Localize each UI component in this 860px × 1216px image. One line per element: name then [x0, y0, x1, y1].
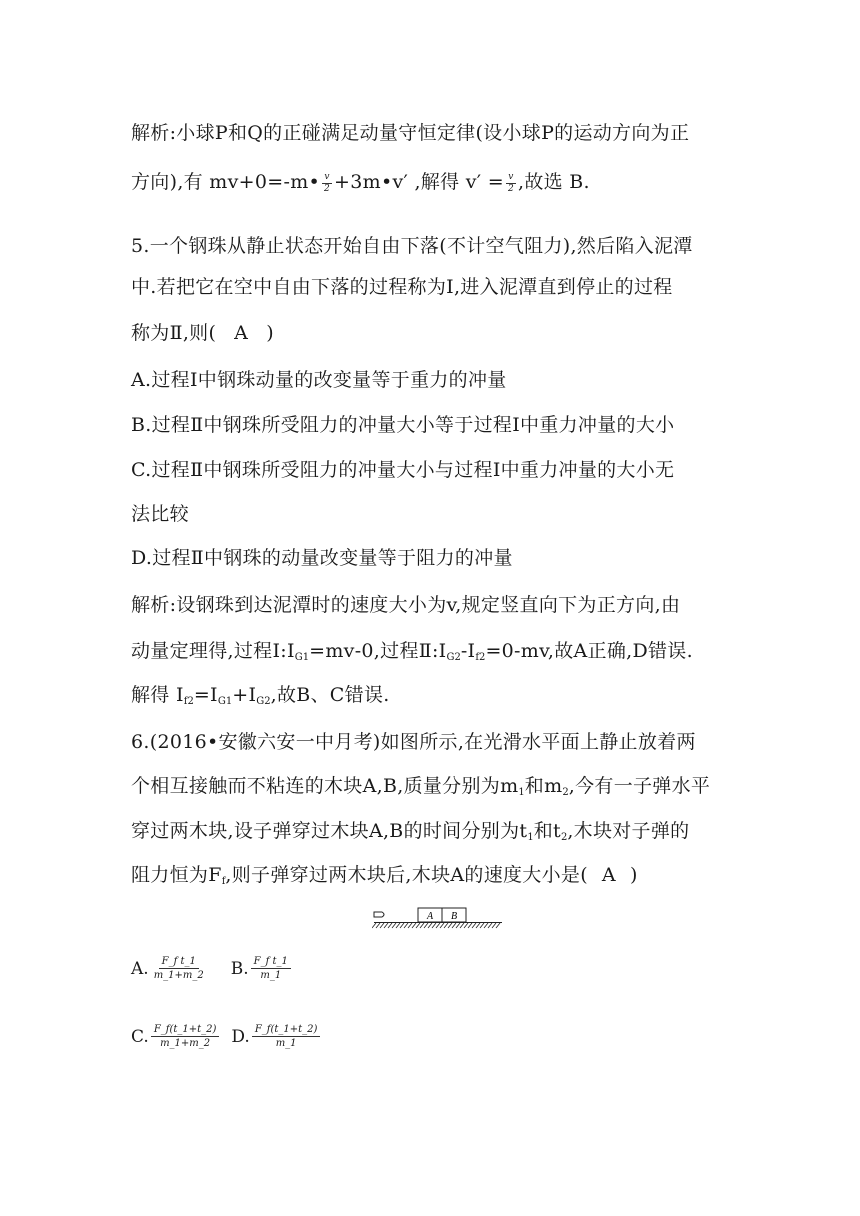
subscript: G1 [294, 652, 310, 663]
block-b-label: B [450, 911, 458, 922]
hatch-mark [388, 923, 392, 928]
denominator: m_1+m_2 [153, 970, 204, 981]
hatch-mark [484, 923, 488, 928]
line-text: B.过程Ⅱ中钢珠所受阻力的冲量大小等于过程Ⅰ中重力冲量的大小 [131, 414, 675, 436]
hatch-mark [404, 923, 408, 928]
text-line [131, 590, 680, 617]
hatch-mark [436, 923, 440, 928]
options-row [131, 955, 291, 982]
line-text: =0-mv,故A正确,D错误. [485, 640, 693, 662]
line-text: 解析:设钢珠到达泥潭时的速度大小为v,规定竖直向下为正方向,由 [131, 594, 681, 616]
text-line [131, 272, 673, 299]
hatch-mark [488, 923, 492, 928]
line-text: +3m•v′ ,解得 v′ = [334, 171, 504, 193]
line-text: -I [460, 640, 476, 662]
denominator: 2 [507, 183, 514, 194]
text-line [131, 365, 507, 392]
line-text: 和m [524, 775, 563, 797]
option-d [231, 1023, 320, 1050]
hatch-mark [448, 923, 452, 928]
text-line [131, 499, 189, 526]
hatch-mark [492, 923, 496, 928]
text-line [131, 455, 674, 482]
numerator: F_f t_1 [251, 955, 291, 969]
line-text: A.过程Ⅰ中钢珠动量的改变量等于重力的冲量 [131, 369, 507, 391]
hatch-mark [408, 923, 412, 928]
hatch-mark [440, 923, 444, 928]
bullet-blocks-figure [372, 902, 504, 930]
text-line [131, 543, 513, 570]
option-fraction [151, 955, 207, 982]
option-label: A. [131, 958, 149, 979]
hatch-mark [424, 923, 428, 928]
hatch-mark [400, 923, 404, 928]
line-text: 动量定理得,过程Ⅰ:I [131, 640, 295, 662]
text-line [131, 771, 710, 798]
fraction [506, 172, 516, 195]
line-text: D.过程Ⅱ中钢珠的动量改变量等于阻力的冲量 [131, 547, 513, 569]
option-label: C. [131, 1026, 149, 1047]
hatch-mark [428, 923, 432, 928]
subscript: G2 [256, 696, 271, 707]
line-text: =I [193, 684, 218, 706]
line-text: 解得 I [131, 684, 184, 706]
line-text: 中.若把它在空中自由下落的过程称为Ⅰ,进入泥潭直到停止的过程 [131, 276, 673, 298]
hatch-mark [384, 923, 388, 928]
line-text: ,今有一子弹水平 [568, 775, 711, 797]
line-text: =mv-0,过程Ⅱ:I [309, 640, 447, 662]
line-text: 5.一个钢珠从静止状态开始自由下落(不计空气阻力),然后陷入泥潭 [131, 235, 693, 257]
numerator: v [324, 171, 330, 182]
option-c [131, 1023, 219, 1050]
text-line [131, 318, 274, 345]
denominator: m_1 [260, 970, 282, 981]
fraction [322, 172, 332, 195]
line-text: ,木块对子弹的 [567, 820, 690, 842]
numerator: F_f(t_1+t_2) [151, 1023, 220, 1037]
hatch-mark [444, 923, 448, 928]
hatch-mark [396, 923, 400, 928]
subscript: 1 [527, 832, 534, 843]
text-line [131, 860, 638, 887]
numerator: F_f t_1 [159, 955, 199, 969]
subscript: 1 [518, 787, 525, 798]
numerator: v [508, 171, 514, 182]
line-text: ,故B、C错误. [270, 684, 390, 706]
line-text: 和t [533, 820, 561, 842]
answer-text: A [601, 864, 616, 886]
line-text: 阻力恒为F [131, 864, 222, 886]
option-fraction [251, 955, 291, 982]
text-line [131, 816, 689, 843]
hatch-mark [416, 923, 420, 928]
line-text: ,故选 B. [517, 171, 590, 193]
option-b [231, 955, 291, 982]
subscript: 2 [562, 787, 569, 798]
option-fraction [252, 1023, 321, 1050]
hatch-mark [464, 923, 468, 928]
subscript: f2 [183, 696, 194, 707]
line-text: 称为Ⅱ,则( [131, 322, 217, 344]
hatch-mark [420, 923, 424, 928]
text-line [131, 680, 390, 707]
denominator: m_1 [275, 1038, 297, 1049]
line-text: +I [232, 684, 257, 706]
line-text: 个相互接触而不粘连的木块A,B,质量分别为m [131, 775, 519, 797]
text-line [131, 167, 590, 195]
hatch-mark [412, 923, 416, 928]
hatch-mark [380, 923, 384, 928]
answer-text: A [234, 322, 249, 344]
hatch-mark [468, 923, 472, 928]
denominator: m_1+m_2 [160, 1038, 211, 1049]
option-fraction [151, 1023, 220, 1050]
text-line [131, 118, 689, 145]
subscript: G1 [217, 696, 233, 707]
subscript: 2 [560, 832, 568, 843]
hatch-mark [496, 923, 500, 928]
subscript: f [221, 876, 226, 887]
hatch-mark [376, 923, 380, 928]
subscript: G2 [446, 652, 461, 663]
denominator: 2 [324, 183, 331, 194]
text-line [131, 231, 693, 258]
bullet-icon [374, 912, 384, 917]
numerator: F_f(t_1+t_2) [252, 1023, 321, 1037]
hatch-mark [452, 923, 456, 928]
hatch-mark [476, 923, 480, 928]
line-text: C.过程Ⅱ中钢珠所受阻力的冲量大小与过程Ⅰ中重力冲量的大小无 [131, 459, 675, 481]
text-line [131, 636, 693, 663]
option-label: B. [230, 958, 249, 979]
hatch-mark [392, 923, 396, 928]
ground-hatching [372, 923, 500, 928]
hatch-mark [372, 923, 376, 928]
options-row [131, 1023, 320, 1050]
hatch-mark [480, 923, 484, 928]
line-text: 方向),有 mv+0=-m• [131, 171, 321, 193]
line-text: ) [629, 864, 638, 886]
block-a-label: A [426, 911, 434, 922]
line-text: ) [266, 322, 274, 344]
hatch-mark [456, 923, 460, 928]
subscript: f2 [475, 652, 486, 663]
text-line [131, 410, 674, 437]
hatch-mark [460, 923, 464, 928]
hatch-mark [472, 923, 476, 928]
hatch-mark [432, 923, 436, 928]
line-text: ,则子弹穿过两木块后,木块A的速度大小是( [225, 864, 588, 886]
line-text: 6.(2016•安徽六安一中月考)如图所示,在光滑水平面上静止放着两 [131, 731, 696, 753]
option-a [131, 955, 207, 982]
text-line [131, 727, 696, 754]
line-text: 穿过两木块,设子弹穿过木块A,B的时间分别为t [131, 820, 528, 842]
option-label: D. [231, 1026, 250, 1047]
line-text: 法比较 [131, 503, 189, 525]
line-text: 解析:小球P和Q的正碰满足动量守恒定律(设小球P的运动方向为正 [131, 122, 690, 144]
